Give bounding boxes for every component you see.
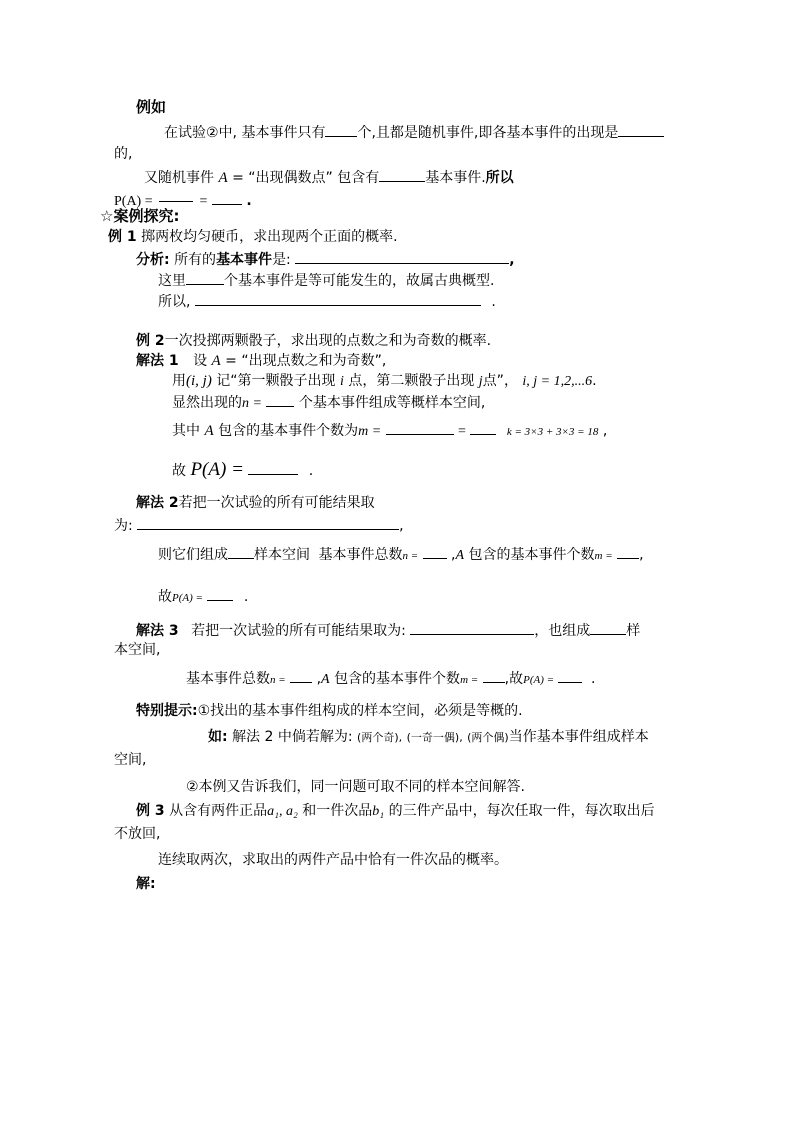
text: 的三件产品中，每次任取一件，每次取出后: [388, 803, 655, 819]
text-line: [136, 802, 655, 821]
text-line: [172, 372, 597, 391]
blank: [410, 620, 534, 635]
text: ,: [316, 671, 322, 687]
text: 个,且都是随机事件,即各基本事件的出现是: [357, 125, 619, 141]
text: .: [243, 589, 249, 605]
text: 样: [626, 623, 641, 639]
blank: [470, 420, 496, 435]
math: P(A) =: [190, 459, 244, 480]
text-line: [108, 228, 398, 246]
text-line: 的,: [114, 146, 133, 162]
text: 故: [172, 463, 186, 479]
text: 用: [172, 373, 186, 389]
text: 又随机事件: [144, 170, 214, 186]
text: 包含的基本事件个数: [468, 547, 595, 563]
text: ①找出的基本事件组构成的样本空间，必须是等概的.: [197, 703, 523, 719]
text-line: [164, 122, 664, 142]
math: n =: [242, 396, 262, 411]
solution-label: 解:: [136, 876, 156, 892]
text-line: [158, 586, 248, 607]
math: m =: [460, 674, 479, 686]
text: 一次投掷两颗骰子，求出现的点数之和为奇数的概率.: [164, 333, 492, 349]
blank: [325, 122, 357, 137]
text: 点，第二颗骰子出现: [348, 373, 475, 389]
text: 包含的基本事件个数为: [218, 423, 359, 439]
text: 点”，: [482, 373, 518, 389]
text-line: [136, 332, 491, 350]
blank: [266, 392, 294, 407]
text: 记“第一颗骰子出现: [216, 373, 336, 389]
text: .: [246, 193, 252, 209]
math: a₁, a₂: [267, 804, 298, 819]
blank: [295, 249, 509, 264]
text: 若把一次试验的所有可能结果取: [178, 495, 375, 511]
math: =: [458, 424, 466, 439]
text: 显然出现的: [172, 395, 242, 411]
solution-label: 解法 2: [136, 495, 179, 511]
math: (i, j): [186, 373, 212, 389]
math: A: [211, 353, 221, 369]
text-line: [158, 544, 644, 565]
text: ,: [398, 731, 403, 744]
text: 所以: [485, 170, 514, 186]
math: m =: [594, 550, 613, 562]
example-label: 例 3: [136, 803, 165, 819]
blank: [137, 515, 399, 530]
text: 样本空间: [254, 547, 310, 563]
text: 故: [158, 589, 172, 605]
text: 如:: [208, 729, 228, 745]
math: n =: [402, 550, 419, 562]
text: ，也组成: [534, 623, 591, 639]
blank: [186, 270, 224, 285]
text: (两个奇): [357, 731, 399, 744]
blank: [379, 167, 425, 182]
blank: [558, 668, 582, 683]
text-line: [172, 460, 313, 480]
tip-label: 特别提示:: [136, 703, 198, 719]
text: 从含有两件正品: [169, 803, 268, 819]
text-line: 本空间,: [114, 642, 161, 658]
text: 基本事件.: [425, 170, 486, 186]
section-title: ☆案例探究:: [100, 207, 180, 225]
text: 基本事件: [216, 252, 273, 268]
text-line: 连续取两次，求取出的两件产品中恰有一件次品的概率。: [158, 852, 508, 868]
text: .: [308, 463, 314, 479]
blank: [386, 420, 454, 435]
math: P(A) =: [172, 592, 203, 604]
text-line: ②本例又告诉我们，同一问题可取不同的样本空间解答.: [186, 779, 525, 795]
math: A: [455, 548, 465, 563]
blank: [207, 586, 233, 601]
text-line: [158, 291, 496, 311]
text: ,: [451, 547, 456, 563]
text: (两个偶): [467, 731, 509, 744]
text-line: [186, 668, 595, 689]
text: 这里: [158, 273, 186, 289]
solution-label: 解法 3: [136, 623, 179, 639]
text: 所以,: [158, 294, 191, 310]
text: = “出现点数之和为奇数”,: [225, 353, 387, 369]
text: = “出现偶数点” 包含有: [232, 170, 380, 186]
text-line: [208, 728, 649, 747]
text: 若把一次试验的所有可能结果取为:: [191, 623, 406, 639]
text: 基本事件总数: [318, 547, 403, 563]
math: A: [218, 170, 228, 186]
text: ,故: [504, 671, 524, 687]
text: 其中: [172, 423, 200, 439]
text-line: [136, 702, 523, 720]
text: 则它们组成: [158, 547, 228, 563]
blank: [195, 291, 481, 306]
example-label: 例 2: [136, 333, 165, 349]
blank: [290, 668, 312, 683]
fraction: [159, 200, 193, 202]
math: P(A) =: [523, 674, 555, 686]
text-line: [172, 420, 607, 441]
text: 是:: [272, 252, 291, 268]
text: 所有的: [174, 252, 217, 268]
text: .: [590, 671, 596, 687]
text: ,: [459, 731, 463, 744]
math: =: [199, 194, 208, 209]
text: 个基本事件组成等概样本空间,: [298, 395, 486, 411]
text: 分析:: [136, 252, 170, 268]
blank: [423, 544, 447, 559]
text: 基本事件总数: [186, 671, 270, 687]
blank: [228, 544, 254, 559]
math: P(A) =: [114, 194, 153, 209]
text-line: [136, 352, 386, 370]
blank: [248, 460, 298, 475]
example-heading: 例如: [136, 98, 167, 116]
math: A: [321, 672, 330, 687]
blank: [618, 122, 664, 137]
text-line: [158, 270, 494, 290]
blank: [590, 620, 626, 635]
text: 个基本事件是等可能发生的，故属古典概型.: [224, 273, 495, 289]
text: 在试验②中, 基本事件只有: [164, 125, 326, 141]
example-label: 例 1: [108, 229, 137, 245]
text: 和一件次品: [302, 803, 373, 819]
math: A: [204, 423, 214, 439]
blank: [617, 544, 639, 559]
text-line: [136, 620, 640, 640]
text: 解法 2 中倘若解为:: [232, 729, 353, 745]
text: 设: [193, 353, 208, 369]
text: 掷两枚均匀硬币，求出现两个正面的概率.: [141, 229, 398, 245]
text: ,: [639, 547, 644, 563]
math: k = 3×3 + 3×3 = 18: [506, 426, 599, 438]
math: j: [478, 374, 483, 389]
text: ,: [399, 518, 404, 534]
text-line: [144, 167, 514, 187]
math: i, j = 1,2,...6: [522, 374, 593, 389]
text: 当作基本事件组成样本: [508, 729, 649, 745]
text: 包含的基本事件个数: [334, 671, 461, 687]
text: 为:: [114, 518, 133, 534]
text: .: [592, 373, 597, 389]
math: i: [340, 374, 344, 389]
text: ,: [509, 252, 515, 268]
text-line: [136, 494, 375, 512]
math: m =: [358, 424, 382, 439]
math: n =: [270, 674, 286, 686]
solution-label: 解法 1: [136, 353, 179, 369]
math: b₁: [372, 804, 385, 819]
text: (一奇一偶): [406, 731, 460, 744]
text-line: 空间,: [114, 752, 147, 768]
text: .: [491, 294, 496, 310]
blank: [212, 190, 242, 205]
text: ,: [602, 423, 608, 439]
text-line: [136, 249, 515, 269]
text-line: [172, 392, 485, 413]
text-line: 不放回,: [114, 826, 161, 842]
blank: [483, 668, 505, 683]
text-line: [114, 515, 404, 535]
